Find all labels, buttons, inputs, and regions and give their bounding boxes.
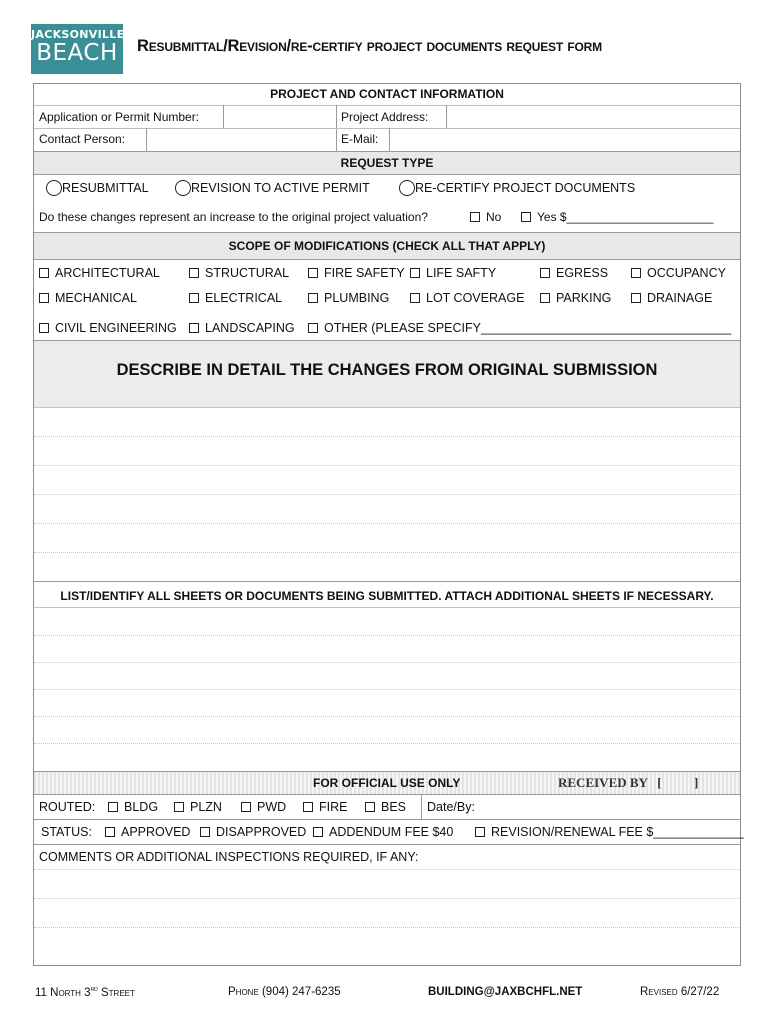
describe-header: DESCRIBE IN DETAIL THE CHANGES FROM ORIGINAL SUBMISSION <box>116 361 658 379</box>
contact-person-label: Contact Person: <box>39 132 126 146</box>
request-form <box>33 83 744 966</box>
scope-life-safety[interactable]: LIFE SAFTY <box>410 266 496 280</box>
valuation-yes[interactable]: Yes $______________________ <box>521 210 713 224</box>
list-sheets-header: LIST/IDENTIFY ALL SHEETS OR DOCUMENTS BEING SUBMITTED. ATTACH ADDITIONAL SHEETS IF NECESSARY. <box>60 589 714 603</box>
scope-other[interactable]: OTHER (PLEASE SPECIFY____________________________________ <box>308 321 731 335</box>
scope-landscaping[interactable]: LANDSCAPING <box>189 321 295 335</box>
official-use-header: FOR OFFICIAL USE ONLY <box>313 776 461 790</box>
footer-address: 11 North 3rd Street <box>35 986 135 999</box>
status-approved[interactable]: APPROVED <box>105 825 190 839</box>
footer-email[interactable]: BUILDING@JAXBCHFL.NET <box>428 986 583 998</box>
routed-bes[interactable]: BES <box>365 800 406 814</box>
radio-recertify[interactable]: RE-CERTIFY PROJECT DOCUMENTS <box>399 180 635 196</box>
scope-architectural[interactable]: ARCHITECTURAL <box>39 266 160 280</box>
scope-structural[interactable]: STRUCTURAL <box>189 266 289 280</box>
status-label: STATUS: <box>41 825 92 839</box>
comments-area[interactable] <box>34 869 740 965</box>
scope-occupancy[interactable]: OCCUPANCY <box>631 266 726 280</box>
jacksonville-beach-logo <box>31 24 123 74</box>
scope-mechanical[interactable]: MECHANICAL <box>39 291 137 305</box>
project-address-label: Project Address: <box>341 110 429 124</box>
email-label: E-Mail: <box>341 132 379 146</box>
routed-label: ROUTED: <box>39 800 96 814</box>
project-info-header: PROJECT AND CONTACT INFORMATION <box>270 87 504 101</box>
routed-fire[interactable]: FIRE <box>303 800 347 814</box>
radio-circle <box>175 180 191 196</box>
scope-civil-engineering[interactable]: CIVIL ENGINEERING <box>39 321 177 335</box>
radio-circle <box>399 180 415 196</box>
project-address-input[interactable] <box>447 106 739 127</box>
scope-header: SCOPE OF MODIFICATIONS (CHECK ALL THAT APPLY) <box>34 232 740 260</box>
scope-parking[interactable]: PARKING <box>540 291 611 305</box>
comments-label: COMMENTS OR ADDITIONAL INSPECTIONS REQUIRED, IF ANY: <box>39 850 419 864</box>
radio-circle <box>46 180 62 196</box>
footer-revised: Revised 6/27/22 <box>640 986 720 998</box>
received-by: RECEIVED BY [ ] <box>558 775 699 790</box>
app-permit-label: Application or Permit Number: <box>39 110 200 124</box>
radio-revision[interactable]: REVISION TO ACTIVE PERMIT <box>175 180 370 196</box>
request-type-header: REQUEST TYPE <box>34 151 740 175</box>
status-addendum-fee[interactable]: ADDENDUM FEE $40 <box>313 825 453 839</box>
scope-egress[interactable]: EGRESS <box>540 266 608 280</box>
routed-plzn[interactable]: PLZN <box>174 800 222 814</box>
scope-drainage[interactable]: DRAINAGE <box>631 291 712 305</box>
scope-fire-safety[interactable]: FIRE SAFETY <box>308 266 405 280</box>
app-permit-input[interactable] <box>224 106 335 127</box>
date-by-label: Date/By: <box>427 800 475 814</box>
routed-pwd[interactable]: PWD <box>241 800 286 814</box>
logo-line2: BEACH <box>36 40 118 66</box>
routed-bldg[interactable]: BLDG <box>108 800 158 814</box>
radio-resubmittal[interactable]: RESUBMITTAL <box>46 180 149 196</box>
checkbox <box>470 212 480 222</box>
checkbox <box>521 212 531 222</box>
status-revision-fee[interactable]: REVISION/RENEWAL FEE $_____________ <box>475 825 744 839</box>
form-title: Resubmittal/Revision/re-certify project documents request form <box>137 37 602 55</box>
scope-electrical[interactable]: ELECTRICAL <box>189 291 282 305</box>
valuation-no[interactable]: No <box>470 210 501 224</box>
valuation-question: Do these changes represent an increase to the original project valuation? <box>39 210 428 224</box>
contact-person-input[interactable] <box>147 129 335 150</box>
scope-lot-coverage[interactable]: LOT COVERAGE <box>410 291 524 305</box>
status-disapproved[interactable]: DISAPPROVED <box>200 825 306 839</box>
scope-plumbing[interactable]: PLUMBING <box>308 291 389 305</box>
logo-line1: JACKSONVILLE <box>31 28 125 41</box>
footer-phone: Phone (904) 247-6235 <box>228 986 341 998</box>
email-input[interactable] <box>390 129 739 150</box>
